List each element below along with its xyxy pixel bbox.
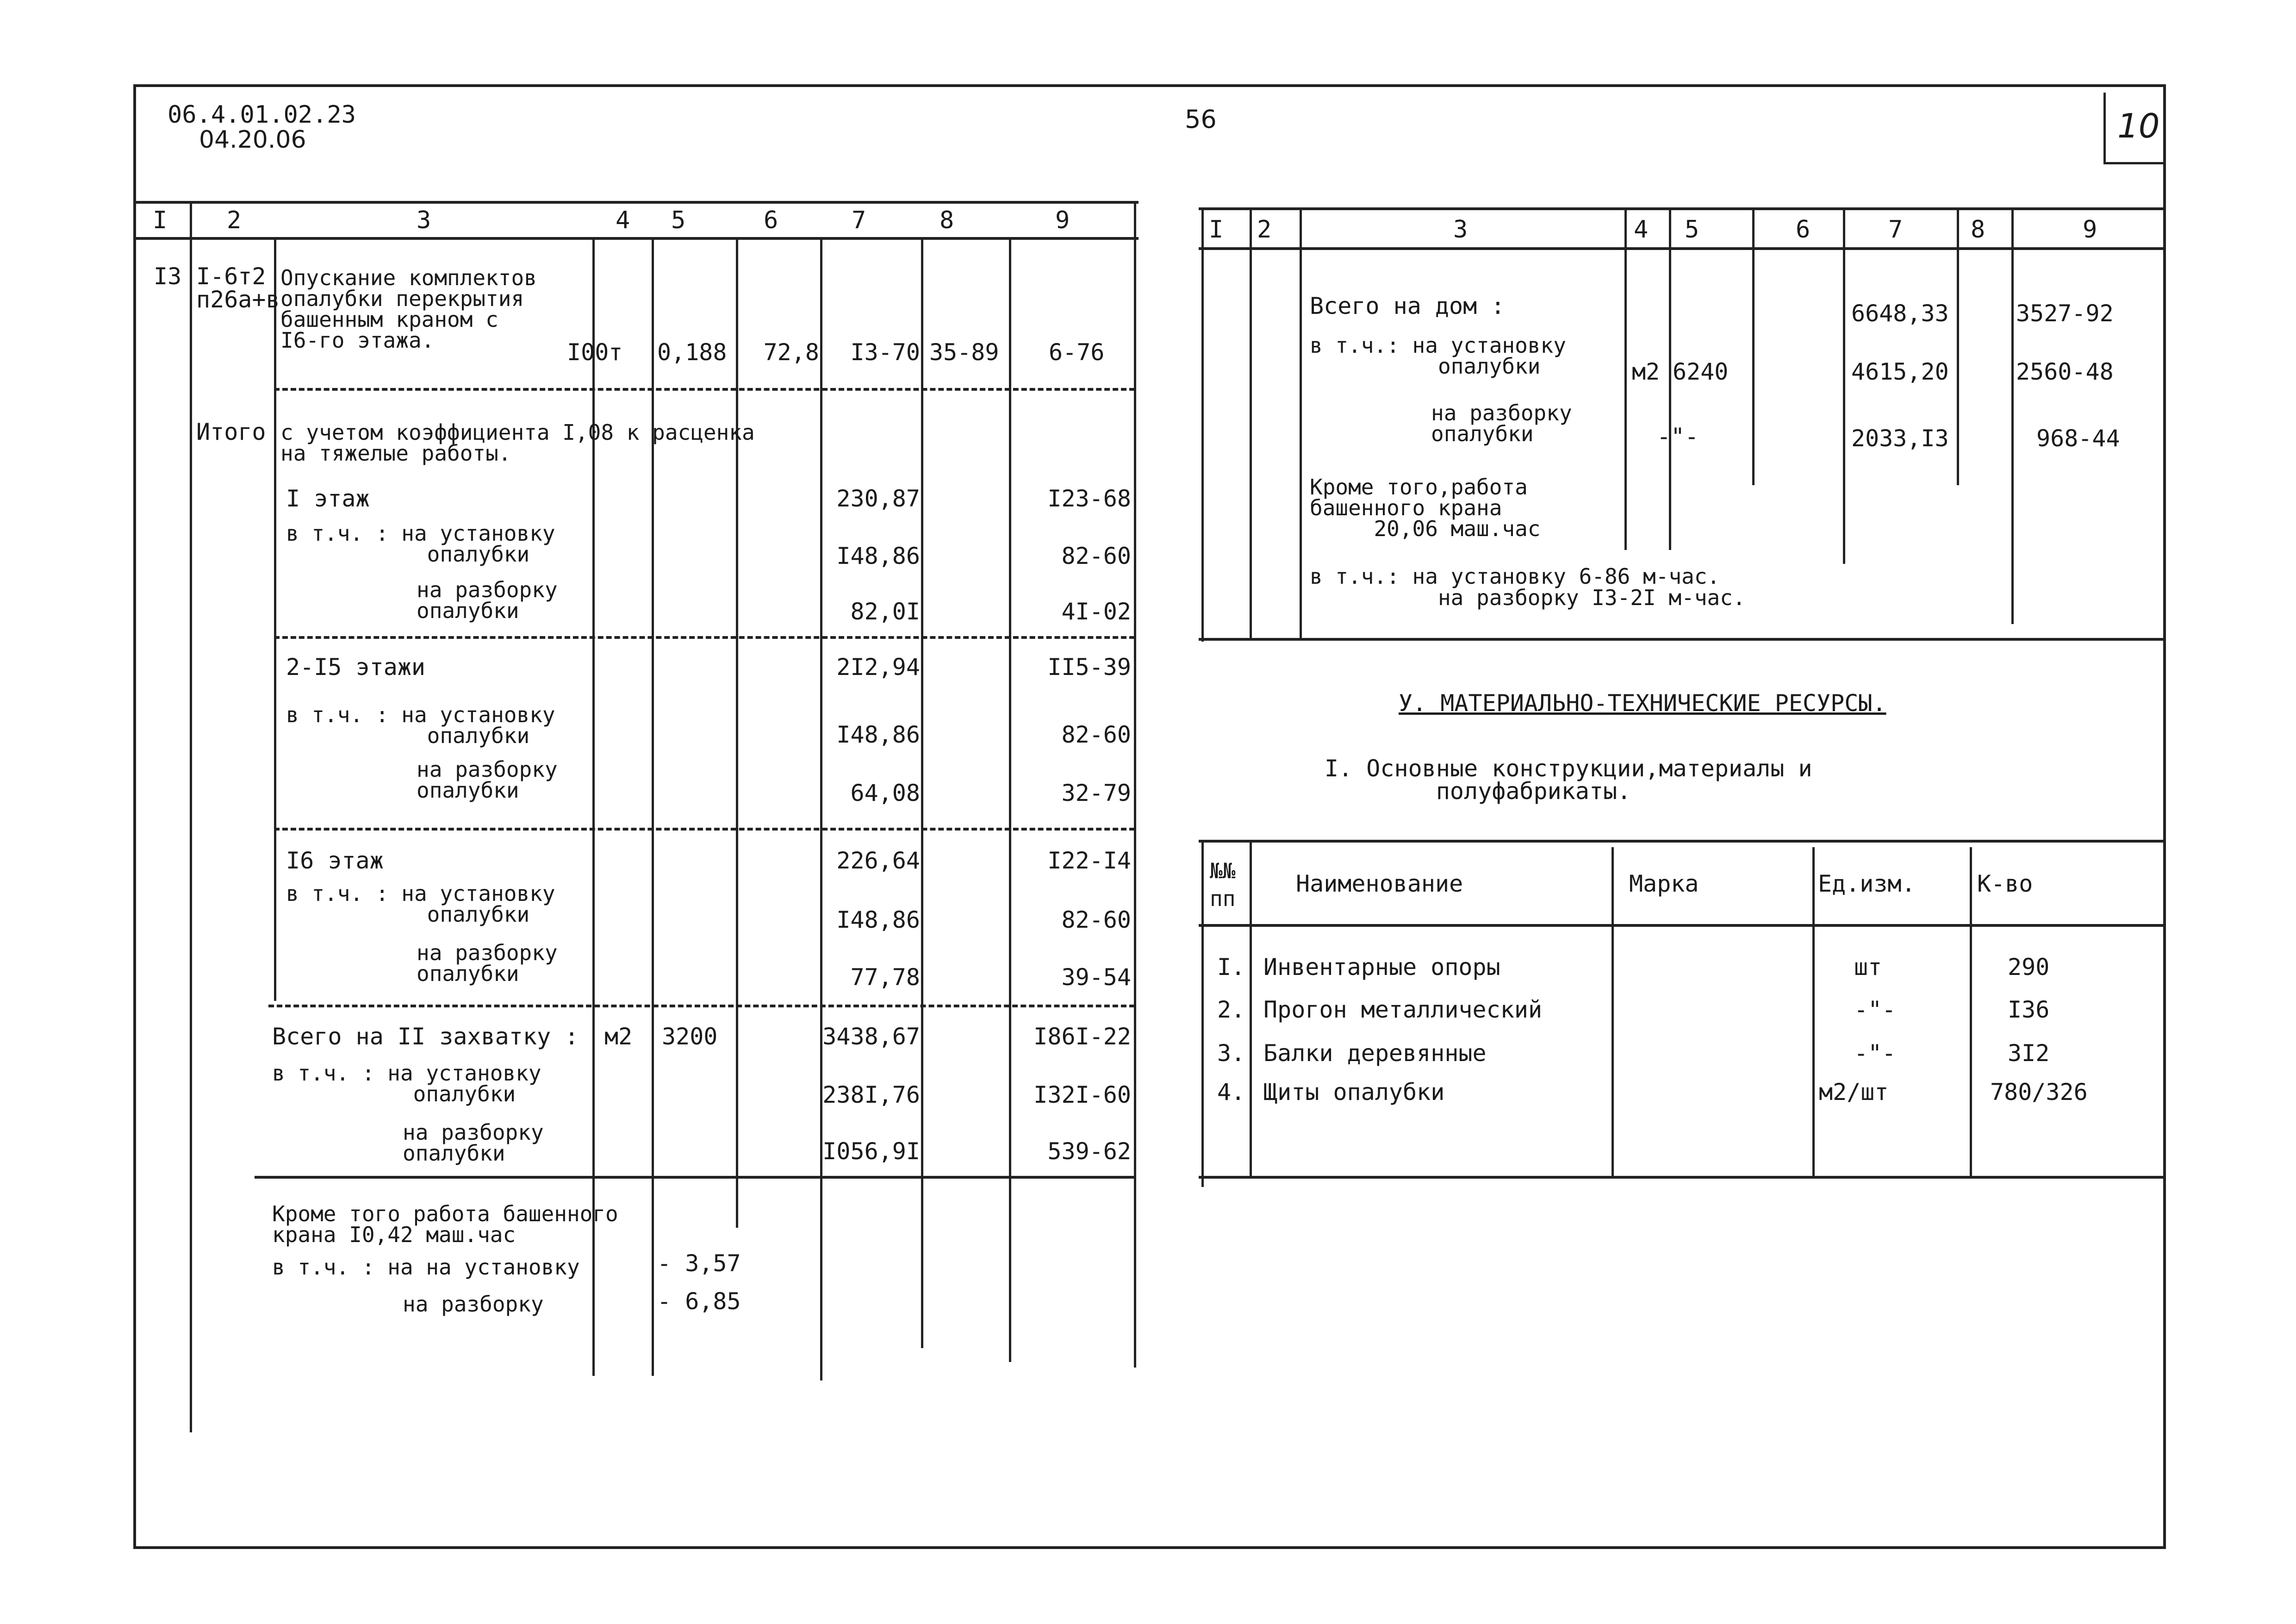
group-3-install9: 82-60 bbox=[1061, 906, 1131, 933]
group-3-total7: 226,64 bbox=[836, 847, 920, 874]
itogo-label: Итого bbox=[196, 418, 266, 445]
zakhvatka-label: Всего на II захватку : bbox=[272, 1023, 579, 1050]
left-dash-rule-1 bbox=[274, 388, 1135, 391]
materials-header-num: №№ пп bbox=[1210, 858, 1236, 911]
right-table-header-rule bbox=[1199, 247, 2166, 250]
group-1-dismantle: на разборку опалубки bbox=[417, 577, 558, 624]
left-col-sep-2 bbox=[274, 237, 276, 1001]
materials-col-sep-1 bbox=[1250, 840, 1252, 1178]
group-3-total9: I22-I4 bbox=[1047, 847, 1131, 874]
left-table-top-rule bbox=[136, 201, 1139, 204]
group-1-install9: 82-60 bbox=[1061, 543, 1131, 569]
right-table-top-rule bbox=[1199, 207, 2166, 210]
materials-row-3-unit: -"- bbox=[1854, 1040, 1896, 1067]
materials-row-2-name: Прогон металлический bbox=[1263, 996, 1543, 1023]
group-3-dismantle7: 77,78 bbox=[850, 964, 920, 991]
item-title: Опускание комплектов опалубки перекрытия башенным краном с I6-го этажа. bbox=[280, 265, 537, 353]
group-1-install7: I48,86 bbox=[836, 543, 920, 569]
materials-header-name: Наименование bbox=[1296, 870, 1463, 897]
right-col-sep-0 bbox=[1201, 207, 1204, 642]
materials-header-rule bbox=[1199, 924, 2166, 927]
group-2-name: 2-I5 этажи bbox=[286, 654, 426, 681]
materials-row-3-name: Балки деревянные bbox=[1263, 1040, 1487, 1067]
left-col-header-5: 5 bbox=[671, 206, 686, 234]
left-col-header-2: 2 bbox=[227, 206, 242, 234]
crane-dismantle-label: на разборку bbox=[403, 1292, 544, 1317]
item-number: I3 bbox=[154, 263, 182, 290]
group-2-dismantle: на разборку опалубки bbox=[417, 757, 558, 803]
item-unit: I00т bbox=[567, 339, 623, 366]
materials-col-sep-3 bbox=[1812, 847, 1815, 1178]
left-dash-rule-4 bbox=[268, 1005, 1135, 1007]
right-col-header-8: 8 bbox=[1971, 216, 1985, 244]
group-3-install7: I48,86 bbox=[836, 906, 920, 933]
crane-note: Кроме того работа башенного крана I0,42 маш.час bbox=[272, 1201, 618, 1248]
house-total9: 3527-92 bbox=[2016, 300, 2114, 327]
right-col-header-1: I bbox=[1209, 216, 1224, 244]
group-2-install7: I48,86 bbox=[836, 721, 920, 748]
house-crane-note: Кроме того,работа башенного крана 20,06 маш.час bbox=[1310, 475, 1541, 542]
group-1-dismantle7: 82,0I bbox=[850, 598, 920, 625]
group-1-install: в т.ч. : на установку опалубки bbox=[286, 521, 555, 567]
materials-header-unit: Ед.изм. bbox=[1818, 870, 1916, 897]
right-col-sep-8 bbox=[2011, 207, 2014, 624]
document-date-code: 04.20.06 bbox=[199, 126, 306, 154]
zakhvatka-col9: I86I-22 bbox=[1033, 1023, 1131, 1050]
right-table-bottom-rule bbox=[1199, 638, 2166, 641]
left-col-sep-9 bbox=[1134, 201, 1136, 1368]
zakhvatka-install9: I32I-60 bbox=[1033, 1081, 1131, 1108]
right-col-header-3: 3 bbox=[1453, 216, 1468, 244]
right-col-sep-1 bbox=[1250, 207, 1252, 638]
materials-row-2-unit: -"- bbox=[1854, 996, 1896, 1023]
section-title: У. МАТЕРИАЛЬНО-ТЕХНИЧЕСКИЕ РЕСУРСЫ. bbox=[1399, 690, 1886, 717]
zakhvatka-install7: 238I,76 bbox=[822, 1081, 920, 1108]
page-number: 56 bbox=[1185, 105, 1217, 134]
left-col-sep-7 bbox=[921, 237, 923, 1348]
materials-row-1-unit: шт bbox=[1854, 954, 1882, 981]
group-2-install9: 82-60 bbox=[1061, 721, 1131, 748]
left-col-sep-8 bbox=[1009, 237, 1011, 1362]
zakhvatka-dismantle9: 539-62 bbox=[1047, 1138, 1131, 1165]
item-col9: 6-76 bbox=[1049, 339, 1105, 366]
left-col-sep-1 bbox=[190, 201, 192, 1432]
zakhvatka-dismantle7: I056,9I bbox=[822, 1138, 920, 1165]
group-2-dismantle9: 32-79 bbox=[1061, 780, 1131, 806]
group-2-dismantle7: 64,08 bbox=[850, 780, 920, 806]
group-3-name: I6 этаж bbox=[286, 847, 384, 874]
materials-row-3-qty: 3I2 bbox=[2008, 1040, 2050, 1067]
coefficient-note: с учетом коэффициента I,08 к расценка на тяжелые работы. bbox=[280, 420, 755, 466]
right-col-header-2: 2 bbox=[1257, 216, 1272, 244]
right-col-sep-5 bbox=[1752, 207, 1755, 485]
group-1-dismantle9: 4I-02 bbox=[1061, 598, 1131, 625]
crane-dismantle-value: - 6,85 bbox=[657, 1288, 741, 1315]
right-col-header-6: 6 bbox=[1796, 216, 1811, 244]
right-col-sep-3 bbox=[1624, 207, 1627, 550]
right-col-sep-7 bbox=[1957, 207, 1959, 485]
house-total-label: Всего на дом : bbox=[1310, 293, 1505, 319]
materials-row-4-qty: 780/326 bbox=[1990, 1079, 2088, 1106]
house-install: в т.ч.: на установку опалубки bbox=[1310, 333, 1566, 379]
item-col7: I3-70 bbox=[850, 339, 920, 366]
right-col-header-4: 4 bbox=[1634, 216, 1649, 244]
left-col-header-6: 6 bbox=[764, 206, 778, 234]
materials-row-2-num: 2. bbox=[1217, 996, 1245, 1023]
zakhvatka-col7: 3438,67 bbox=[822, 1023, 920, 1050]
zakhvatka-install: в т.ч. : на установку опалубки bbox=[272, 1061, 541, 1107]
left-table-header-rule bbox=[136, 237, 1139, 240]
left-col-sep-6 bbox=[820, 237, 822, 1380]
right-col-header-5: 5 bbox=[1685, 216, 1699, 244]
materials-row-4-name: Щиты опалубки bbox=[1263, 1079, 1445, 1106]
group-2-install: в т.ч. : на установку опалубки bbox=[286, 702, 555, 749]
materials-row-1-name: Инвентарные опоры bbox=[1263, 954, 1500, 981]
item-col6: 72,8 bbox=[763, 339, 819, 366]
materials-header-qty: К-во bbox=[1977, 870, 2033, 897]
materials-row-2-qty: I36 bbox=[2008, 996, 2050, 1023]
left-col-header-7: 7 bbox=[852, 206, 866, 234]
left-col-header-4: 4 bbox=[616, 206, 630, 234]
left-col-header-8: 8 bbox=[940, 206, 954, 234]
group-1-name: I этаж bbox=[286, 485, 370, 512]
materials-bottom-rule bbox=[1199, 1176, 2166, 1179]
group-3-install: в т.ч. : на установку опалубки bbox=[286, 881, 555, 927]
left-dash-rule-3 bbox=[274, 828, 1135, 831]
house-install9: 2560-48 bbox=[2016, 358, 2114, 385]
right-col-sep-6 bbox=[1843, 207, 1845, 564]
zakhvatka-dismantle: на разборку опалубки bbox=[403, 1120, 544, 1166]
materials-row-4-num: 4. bbox=[1217, 1079, 1245, 1106]
item-qty: 0,188 bbox=[657, 339, 727, 366]
section-subtitle: I. Основные конструкции,материалы и полуфабрикаты. bbox=[1325, 755, 1812, 805]
left-dash-rule-2 bbox=[274, 636, 1135, 639]
group-3-dismantle9: 39-54 bbox=[1061, 964, 1131, 991]
document-code: 06.4.01.02.23 bbox=[168, 101, 356, 129]
materials-row-1-qty: 290 bbox=[2008, 954, 2050, 981]
right-col-sep-4 bbox=[1669, 207, 1671, 550]
materials-col-sep-2 bbox=[1612, 847, 1614, 1178]
materials-row-1-num: I. bbox=[1217, 954, 1245, 981]
group-1-total7: 230,87 bbox=[836, 485, 920, 512]
group-2-total9: II5-39 bbox=[1047, 654, 1131, 681]
left-col-header-9: 9 bbox=[1055, 206, 1070, 234]
zakhvatka-qty: 3200 bbox=[662, 1023, 718, 1050]
right-col-header-7: 7 bbox=[1888, 216, 1903, 244]
left-col-header-1: I bbox=[153, 206, 168, 234]
house-dismantle9: 968-44 bbox=[2036, 425, 2120, 452]
house-install7: 4615,20 bbox=[1851, 358, 1949, 385]
group-3-dismantle: на разборку опалубки bbox=[417, 940, 558, 987]
zakhvatka-unit: м2 bbox=[604, 1023, 633, 1050]
house-qty: 6240 bbox=[1673, 358, 1729, 385]
left-col-header-3: 3 bbox=[417, 206, 431, 234]
left-col-sep-4 bbox=[652, 237, 654, 1376]
materials-col-sep-4 bbox=[1970, 847, 1972, 1178]
group-2-total7: 2I2,94 bbox=[836, 654, 920, 681]
left-solid-rule bbox=[255, 1176, 1135, 1179]
right-col-header-9: 9 bbox=[2083, 216, 2097, 244]
crane-install-label: в т.ч. : на на установку bbox=[272, 1255, 580, 1280]
house-dismantle: на разборку опалубки bbox=[1431, 400, 1572, 447]
group-1-total9: I23-68 bbox=[1047, 485, 1131, 512]
house-total7: 6648,33 bbox=[1851, 300, 1949, 327]
right-col-sep-2 bbox=[1300, 207, 1302, 638]
house-crane-breakdown: в т.ч.: на установку 6-86 м-час. на разборку I3-2I м-час. bbox=[1310, 564, 1746, 610]
item-code: I-6т2 п26а+в bbox=[196, 263, 280, 313]
materials-col-sep-0 bbox=[1201, 840, 1204, 1187]
crane-install-value: - 3,57 bbox=[657, 1250, 741, 1277]
materials-row-4-unit: м2/шт bbox=[1819, 1079, 1889, 1106]
sheet-number: 10 bbox=[2117, 106, 2160, 145]
house-ditto: -"- bbox=[1657, 423, 1699, 450]
house-dismantle7: 2033,I3 bbox=[1851, 425, 1949, 452]
materials-header-mark: Марка bbox=[1629, 870, 1699, 897]
materials-top-rule bbox=[1199, 840, 2166, 843]
house-unit: м2 bbox=[1632, 358, 1660, 385]
left-col-sep-5 bbox=[736, 237, 738, 1228]
materials-row-3-num: 3. bbox=[1217, 1040, 1245, 1067]
item-col8: 35-89 bbox=[929, 339, 999, 366]
